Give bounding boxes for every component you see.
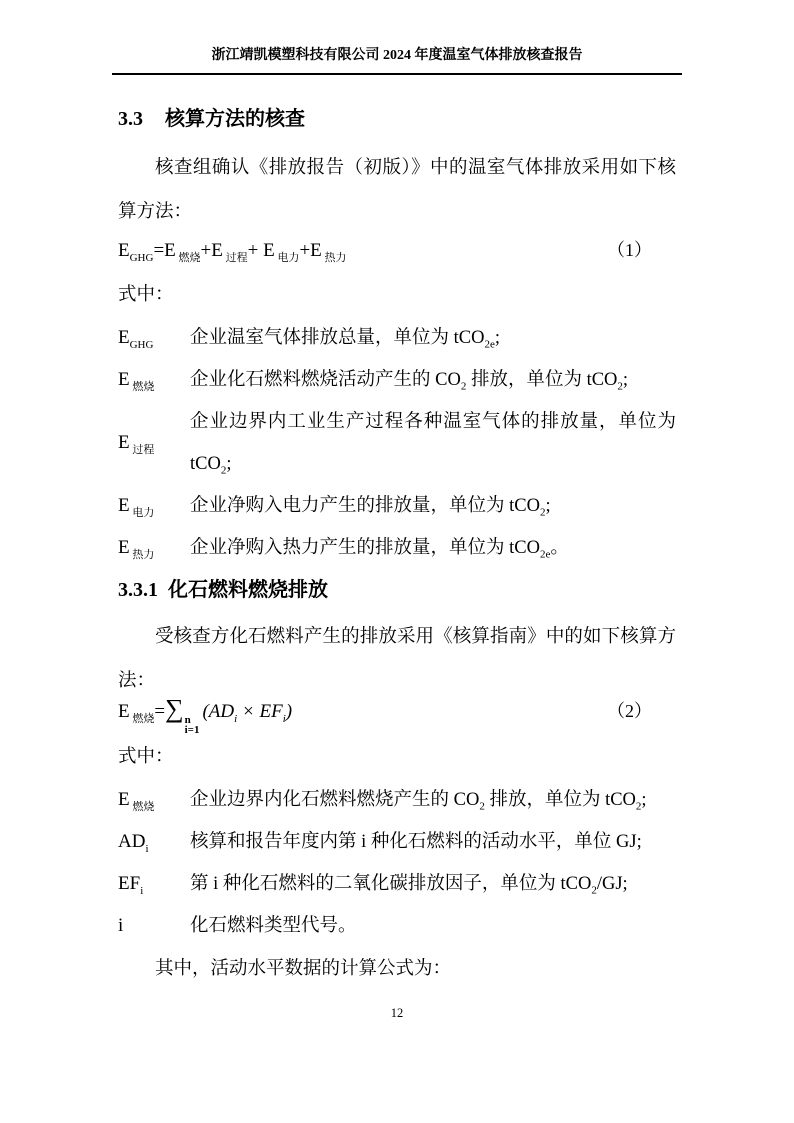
intro-paragraph-2: 受核查方化石燃料产生的排放采用《核算指南》中的如下核算方法：: [118, 627, 676, 691]
summation-limits: [185, 715, 200, 735]
definition-row-e-combustion-2: [118, 779, 676, 821]
summation-upper-limit: n: [184, 714, 191, 726]
page-number: 12: [390, 1006, 404, 1020]
section-title: 核算方法的核查: [165, 108, 305, 130]
definition-row-e-heat: [118, 527, 676, 569]
closing-paragraph: 其中，活动水平数据的计算公式为：: [155, 959, 452, 979]
summation-icon: ∑: [165, 694, 184, 723]
definition-term: E $_{过程}$: [118, 432, 155, 456]
formula-2-expression: $(AD_i \times EF_i)$: [202, 701, 293, 725]
formula-2-number: （2）: [607, 701, 652, 721]
definition-term: $EF_i$: [118, 873, 144, 897]
section-title: 化石燃料燃烧排放: [168, 579, 328, 601]
formula-1-row: [118, 228, 676, 273]
definition-desc: 第 i 种化石燃料的二氧化碳排放因子，单位为 tCO$_2$/GJ;: [190, 874, 628, 897]
definition-term: i: [118, 915, 124, 936]
page-header: [112, 48, 682, 75]
definition-row-e-process: [118, 401, 676, 485]
definition-desc-line1: 企业边界内工业生产过程各种温室气体的排放量，单位为: [190, 412, 676, 432]
page-content: [118, 100, 676, 991]
formula-1-number: （1）: [607, 240, 652, 260]
definition-row-ad: [118, 821, 676, 863]
definition-term: E $_{燃烧}$: [118, 369, 155, 393]
definition-desc: 企业化石燃料燃烧活动产生的 $CO_2$ 排放，单位为 tCO$_2$;: [190, 370, 629, 393]
definition-row-e-combustion: [118, 359, 676, 401]
definition-term: E $_{热力}$: [118, 537, 155, 561]
formula-1: $E_{GHG}=E$ $_{燃烧}$+E $_{过程}$+ E $_{电力}$+E $_{热力}$: [118, 240, 347, 264]
intro-paragraph-1: 核查组确认《排放报告（初版）》中的温室气体排放采用如下核算方法：: [118, 158, 676, 222]
formula-2-row: [118, 687, 676, 735]
definition-desc: 企业净购入电力产生的排放量，单位为 tCO$_2$;: [190, 496, 551, 519]
definition-desc: 化石燃料类型代号。: [190, 916, 357, 936]
definition-term: E $_{燃烧}$: [118, 789, 155, 813]
definition-desc: 企业温室气体排放总量，单位为 tCO$_{2e}$;: [190, 328, 500, 351]
section-heading-3-3: [118, 106, 676, 132]
definition-desc: 企业净购入热力产生的排放量，单位为 tCO$_{2e}$。: [190, 538, 569, 561]
where-label-2: 式中：: [118, 747, 174, 767]
definition-term: $E_{GHG}$: [118, 327, 154, 351]
definition-term: E $_{电力}$: [118, 495, 155, 519]
definition-row-e-electricity: [118, 485, 676, 527]
definition-desc-line2: tCO$_2$;: [190, 454, 232, 477]
definition-desc: 核算和报告年度内第 i 种化石燃料的活动水平，单位 GJ;: [190, 832, 642, 852]
definition-row-eghg: [118, 317, 676, 359]
definition-desc: [190, 401, 676, 485]
section-heading-3-3-1: [118, 577, 676, 603]
definition-row-i: [118, 905, 676, 947]
formula-2: [118, 687, 292, 735]
definition-row-ef: [118, 863, 676, 905]
definition-list-1: [118, 317, 676, 569]
definition-desc: 企业边界内化石燃料燃烧产生的 $CO_2$ 排放，单位为 tCO$_2$;: [190, 790, 647, 813]
summation-lower-limit: i=1: [184, 724, 200, 736]
section-number: 3.3.1: [118, 579, 158, 601]
definition-list-2: [118, 779, 676, 947]
section-number: 3.3: [118, 108, 143, 130]
definition-term: $AD_i$: [118, 831, 149, 855]
formula-2-lhs: E $_{燃烧}$=: [118, 701, 166, 725]
header-title: 浙江靖凯模塑科技有限公司 2024 年度温室气体排放核查报告: [211, 48, 583, 63]
where-label-1: 式中：: [118, 285, 174, 305]
